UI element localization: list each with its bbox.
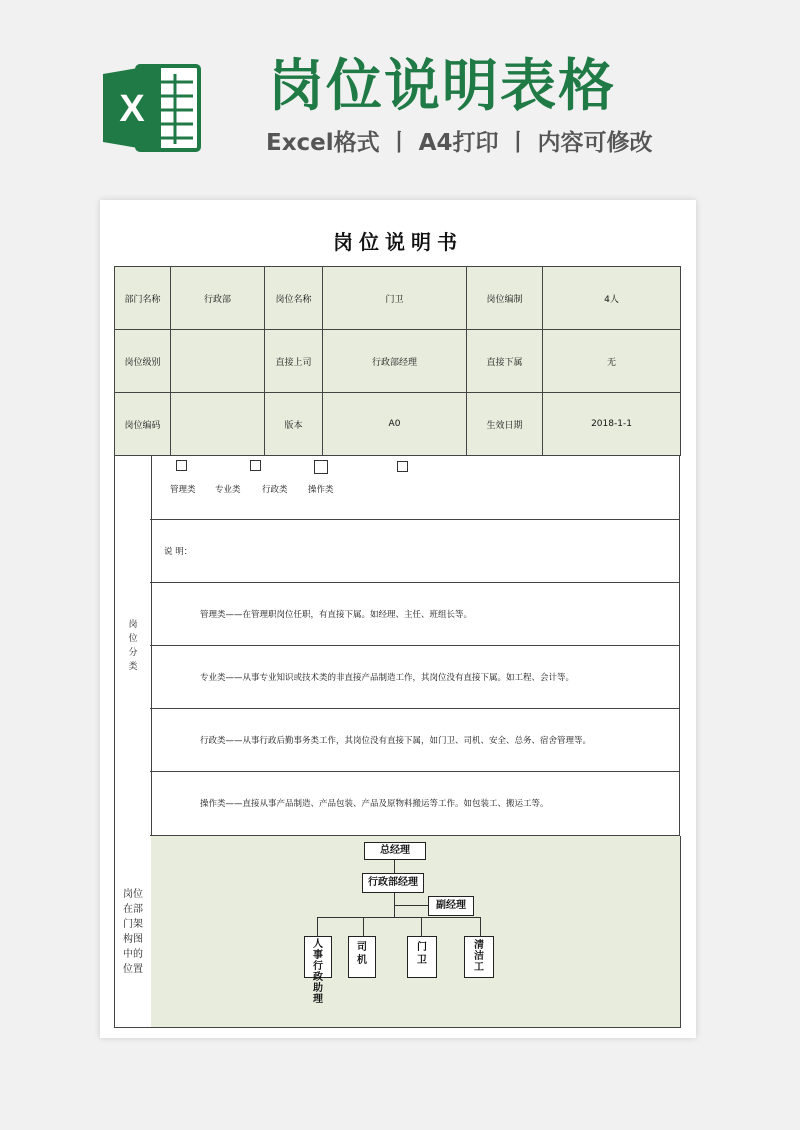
- classification-options-row: [150, 456, 680, 520]
- position-level-value[interactable]: [171, 330, 265, 393]
- banner-subtitle: Excel格式 丨 A4打印 丨 内容可修改: [266, 130, 653, 156]
- table-row: [115, 393, 681, 456]
- position-code-label: 岗位编码: [115, 393, 171, 456]
- position-code-value[interactable]: [171, 393, 265, 456]
- org-line: [317, 917, 318, 936]
- option-management: 管理类: [170, 485, 196, 495]
- option-operational: 操作类: [308, 485, 334, 495]
- document-sheet: [100, 200, 696, 1038]
- banner-title: 岗位说明表格: [268, 54, 616, 119]
- description-professional: 专业类——从事专业知识或技术类的非直接产品制造工作，其岗位没有直接下属。如工程、会计等。: [200, 673, 575, 683]
- org-label-cell: [114, 836, 152, 1028]
- subordinates-label: 直接下属: [467, 330, 543, 393]
- org-node-general-manager: 总经理: [364, 842, 426, 860]
- org-line: [363, 917, 364, 936]
- org-line: [394, 859, 395, 873]
- org-chart-section: [114, 836, 680, 1027]
- checkbox-operational[interactable]: [397, 461, 408, 472]
- svg-text:X: X: [119, 88, 145, 130]
- note-row: [150, 519, 680, 583]
- effective-date-value[interactable]: 2018-1-1: [543, 393, 681, 456]
- checkbox-professional[interactable]: [250, 460, 261, 471]
- option-administrative: 行政类: [262, 485, 288, 495]
- headcount-value[interactable]: 4人: [543, 267, 681, 330]
- table-row: [115, 267, 681, 330]
- description-administrative: 行政类——从事行政后勤事务类工作，其岗位没有直接下属，如门卫、司机、安全、总务、宿舍管理等。: [200, 736, 592, 746]
- org-node-cleaner: 清洁工: [464, 936, 494, 978]
- position-name-value[interactable]: 门卫: [323, 267, 467, 330]
- classification-label: 岗位分类: [128, 620, 138, 672]
- classification-label-cell: [114, 456, 152, 837]
- dept-name-value[interactable]: 行政部: [171, 267, 265, 330]
- supervisor-label: 直接上司: [265, 330, 323, 393]
- org-node-gatekeeper: 门卫: [407, 936, 437, 978]
- version-value[interactable]: A0: [323, 393, 467, 456]
- org-line: [317, 917, 480, 918]
- effective-date-label: 生效日期: [467, 393, 543, 456]
- table-row: [115, 330, 681, 393]
- description-row: [150, 708, 680, 772]
- info-table: [114, 266, 681, 456]
- org-node-driver: 司机: [348, 936, 376, 978]
- checkbox-management[interactable]: [176, 460, 187, 471]
- headcount-label: 岗位编制: [467, 267, 543, 330]
- description-row: [150, 645, 680, 709]
- description-operational: 操作类——直接从事产品制造、产品包装、产品及原物料搬运等工作。如包装工、搬运工等。: [200, 799, 549, 809]
- org-line: [394, 905, 428, 906]
- description-management: 管理类——在管理职岗位任职，有直接下属。如经理、主任、班组长等。: [200, 610, 473, 620]
- version-label: 版本: [265, 393, 323, 456]
- excel-logo-icon: [103, 60, 203, 156]
- org-node-admin-manager: 行政部经理: [362, 873, 424, 893]
- org-chart: [151, 836, 681, 1028]
- classification-section: [114, 456, 680, 836]
- org-line: [480, 917, 481, 936]
- org-node-hr-assistant: 人事行政助理: [304, 936, 332, 978]
- checkbox-administrative[interactable]: [314, 460, 328, 474]
- org-node-deputy-manager: 副经理: [428, 896, 474, 916]
- subordinates-value[interactable]: 无: [543, 330, 681, 393]
- dept-name-label: 部门名称: [115, 267, 171, 330]
- description-row: [150, 771, 680, 836]
- document-title: 岗位说明书: [333, 230, 463, 254]
- org-label: 岗位在部门架构图中的位置: [123, 888, 143, 975]
- option-professional: 专业类: [215, 485, 241, 495]
- position-level-label: 岗位级别: [115, 330, 171, 393]
- note-label: 说 明：: [164, 547, 193, 557]
- org-line: [421, 917, 422, 936]
- supervisor-value[interactable]: 行政部经理: [323, 330, 467, 393]
- banner: [0, 0, 800, 190]
- position-name-label: 岗位名称: [265, 267, 323, 330]
- description-row: [150, 582, 680, 646]
